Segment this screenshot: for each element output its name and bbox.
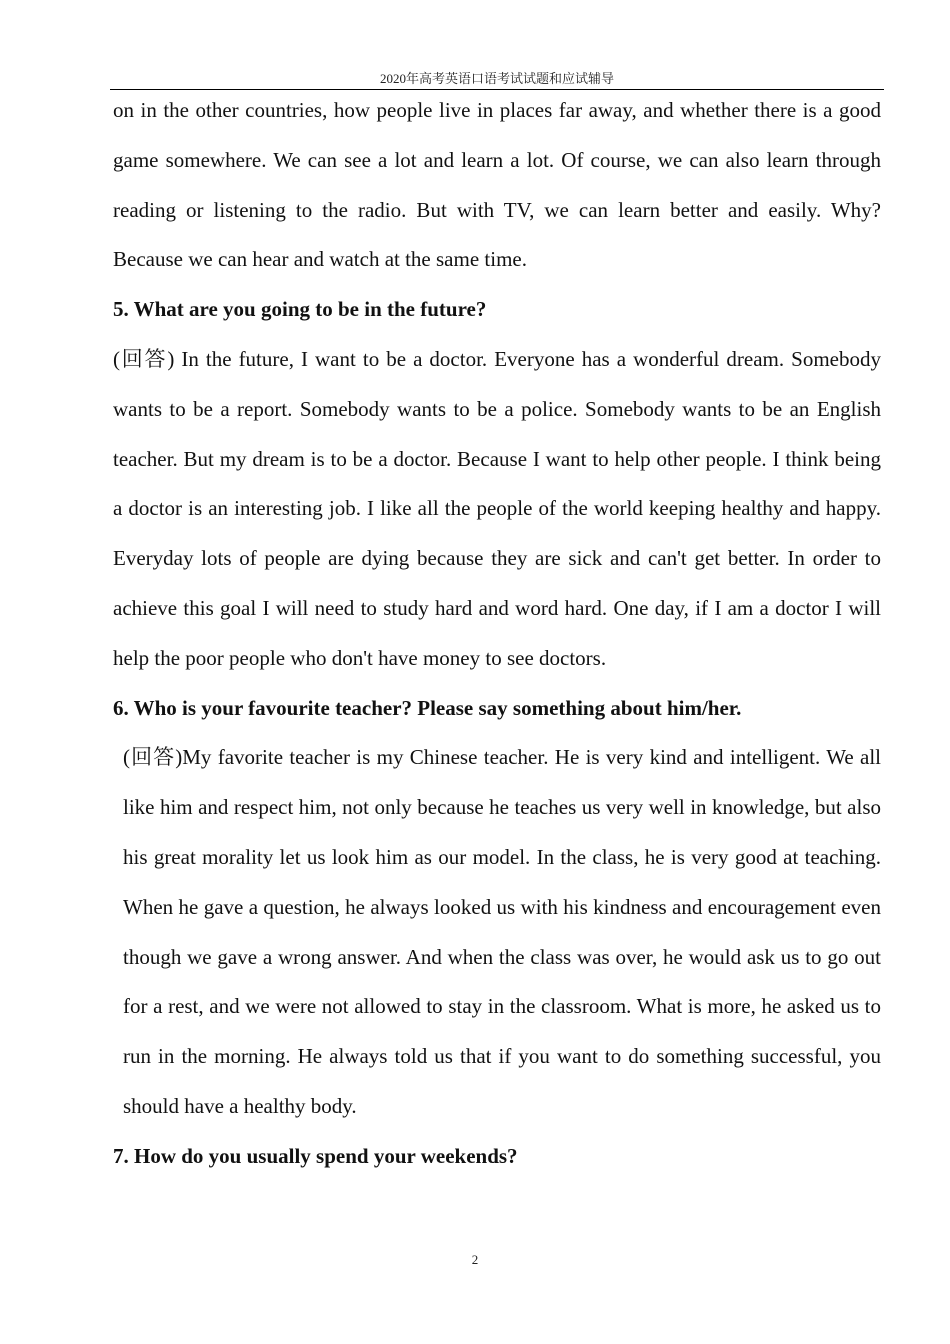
- continued-answer-paragraph: on in the other countries, how people live in places far away, and whether there is a good game somewhere. We can see a lot and learn a lot. Of course, we can also learn through reading or listening to the radio. But with TV, we can learn better and easily. Why? Because we can hear and watch at the same time.: [113, 98, 881, 272]
- page-header: 2020年高考英语口语考试试题和应试辅导: [379, 71, 614, 86]
- question-6-heading: 6. Who is your favourite teacher? Please say something about him/her.: [113, 695, 742, 720]
- question-7-heading: 7. How do you usually spend your weekends?: [113, 1143, 518, 1168]
- document-body: [113, 86, 881, 1182]
- answer-5-paragraph: (回答) In the future, I want to be a doctor. Everyone has a wonderful dream. Somebody wants to be a report. Somebody wants to be a police. Somebody wants to be an English teacher. But my dream is to be a doctor. Because I want to help other people. I think being a doctor is an interesting job. I like all the people of the world keeping healthy and happy. Everyday lots of people are dying because they are sick and can't get better. In order to achieve this goal I will need to study hard and word hard. One day, if I am a doctor I will help the poor people who don't have money to see doctors.: [113, 346, 881, 670]
- question-5-heading: 5. What are you going to be in the future?: [113, 297, 487, 322]
- answer-6-paragraph: (回答)My favorite teacher is my Chinese teacher. He is very kind and intelligent. We all like him and respect him, not only because he teaches us very well in knowledge, but also his great morality let us look him as our model. In the class, he is very good at teaching. When he gave a question, he always looked us with his kindness and encouragement even though we gave a wrong answer. And when the class was over, he would ask us to go out for a rest, and we were not allowed to stay in the classroom. What is more, he asked us to run in the morning. He always told us that if you want to do something successful, you should have a healthy body.: [123, 745, 881, 1118]
- page-number: 2: [471, 1252, 479, 1267]
